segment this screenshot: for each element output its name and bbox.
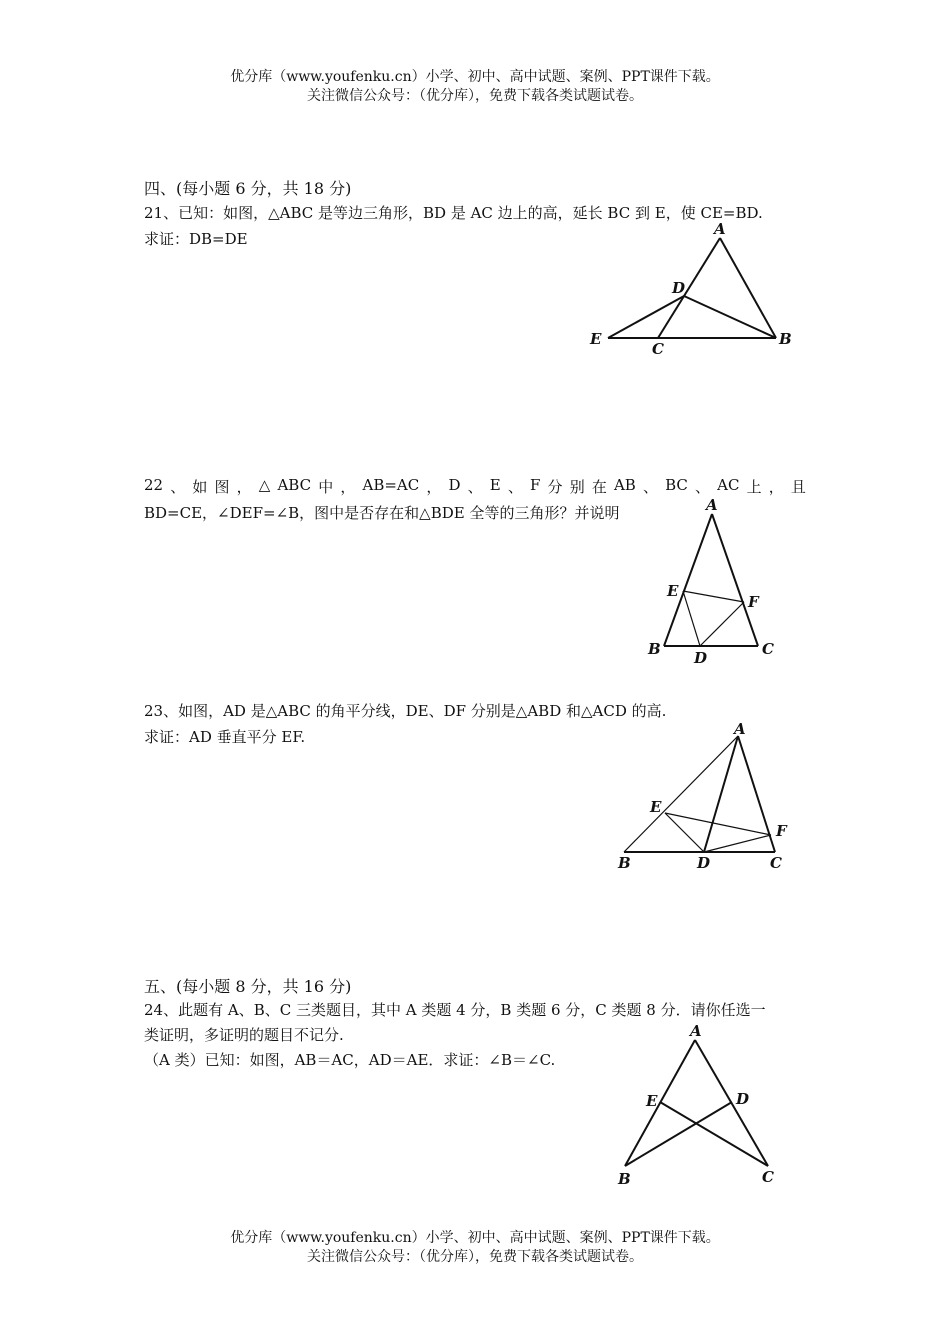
segment-AB: [720, 238, 776, 338]
q22-line1-token: ，: [426, 478, 442, 496]
segment-ED: [683, 591, 700, 646]
q22-line1-token: BC: [665, 476, 688, 494]
q22-line1-token: 、: [507, 478, 523, 496]
q22-line1-token: ，: [768, 478, 784, 496]
q22-line1-token: ，: [236, 478, 252, 496]
q22-line1-token: 在: [591, 478, 607, 496]
q22-text-line-2: BD=CE，∠DEF=∠B，图中是否存在和△BDE 全等的三角形？并说明: [144, 504, 620, 522]
footer-line-1: 优分库（www.youfenku.cn）小学、初中、高中试题、案例、PPT课件下载。: [230, 1230, 720, 1246]
segment-AB: [664, 514, 712, 646]
segment-CE: [660, 1102, 768, 1166]
label-F: F: [776, 822, 787, 840]
q22-line1-token: 别: [569, 478, 585, 496]
label-C: C: [762, 1168, 774, 1186]
label-B: B: [779, 330, 792, 348]
section-5-title: 五、(每小题 8 分，共 16 分): [144, 977, 352, 996]
segment-DF: [704, 835, 771, 852]
q22-line1-token: ABC: [277, 476, 312, 494]
q22-line1-token: 、: [467, 478, 483, 496]
label-C: C: [770, 854, 782, 872]
segment-DB: [684, 296, 776, 338]
label-E: E: [590, 330, 602, 348]
q22-line1-token: 、: [170, 478, 186, 496]
q24-text-line-3: （A 类）已知：如图，AB＝AC，AD＝AE．求证：∠B＝∠C.: [144, 1051, 556, 1069]
q22-line1-token: 、: [642, 478, 658, 496]
q24-text-line-2: 类证明，多证明的题目不记分.: [144, 1026, 344, 1044]
q22-figure: [640, 492, 790, 668]
label-C: C: [762, 640, 774, 658]
q22-line1-token: 、: [695, 478, 711, 496]
header-line-2: 关注微信公众号：（优分库），免费下载各类试题试卷。: [307, 88, 643, 104]
q22-line1-token: AB=AC: [362, 476, 420, 494]
segment-DE: [608, 296, 684, 338]
q22-line1-token: 图: [214, 478, 230, 496]
label-A: A: [690, 1022, 702, 1040]
q22-line1-token: AC: [717, 476, 740, 494]
label-D: D: [736, 1090, 750, 1108]
q23-text-line-1: 23、如图，AD 是△ABC 的角平分线，DE、DF 分别是△ABD 和△ACD 的高.: [144, 702, 667, 720]
label-D: D: [697, 854, 711, 872]
q24-text-line-1: 24、此题有 A、B、C 三类题目，其中 A 类题 4 分，B 类题 6 分，C 类题 8 分．请你任选一: [144, 1001, 766, 1019]
q22-line1-token: △: [258, 476, 271, 494]
label-A: A: [714, 220, 726, 238]
q22-line1-token: 如: [192, 478, 208, 496]
label-E: E: [650, 798, 662, 816]
label-F: F: [748, 593, 759, 611]
q21-text-line-2: 求证：DB=DE: [144, 230, 248, 248]
q22-line1-token: F: [530, 476, 541, 494]
q23-text-line-2: 求证：AD 垂直平分 EF.: [144, 728, 306, 746]
label-E: E: [646, 1092, 658, 1110]
label-B: B: [618, 1170, 631, 1188]
q22-line1-token: 上: [746, 478, 762, 496]
q23-figure: [612, 718, 802, 874]
section-4-title: 四、(每小题 6 分，共 18 分): [144, 179, 352, 198]
label-E: E: [667, 582, 679, 600]
label-D: D: [694, 649, 708, 667]
header-line-1: 优分库（www.youfenku.cn）小学、初中、高中试题、案例、PPT课件下载。: [230, 69, 720, 85]
label-B: B: [618, 854, 631, 872]
label-D: D: [672, 279, 686, 297]
q21-text-line-1: 21、已知：如图，△ABC 是等边三角形，BD 是 AC 边上的高，延长 BC 到 E，使 CE=BD.: [144, 204, 763, 222]
label-B: B: [648, 640, 661, 658]
q22-line1-token: E: [489, 476, 501, 494]
q22-line1-token: AB: [613, 476, 636, 494]
footer-line-2: 关注微信公众号：（优分库），免费下载各类试题试卷。: [307, 1249, 643, 1265]
q22-line1-token: 22: [144, 476, 164, 494]
label-A: A: [734, 720, 746, 738]
segment-AC: [712, 514, 758, 646]
q22-line1-token: 中: [318, 478, 334, 496]
segment-EF: [665, 813, 771, 835]
q22-line1-token: 分: [547, 478, 563, 496]
q22-line1-token: D: [448, 476, 461, 494]
segment-DE: [665, 813, 704, 852]
q21-figure: [580, 218, 800, 360]
label-A: A: [706, 496, 718, 514]
q22-line1-token: 且: [790, 478, 806, 496]
segment-DF: [700, 602, 744, 646]
label-C: C: [652, 340, 664, 358]
segment-AC: [658, 238, 720, 338]
q24-figure: [610, 1018, 790, 1190]
segment-EF: [683, 591, 744, 602]
q22-line1-token: ，: [340, 478, 356, 496]
